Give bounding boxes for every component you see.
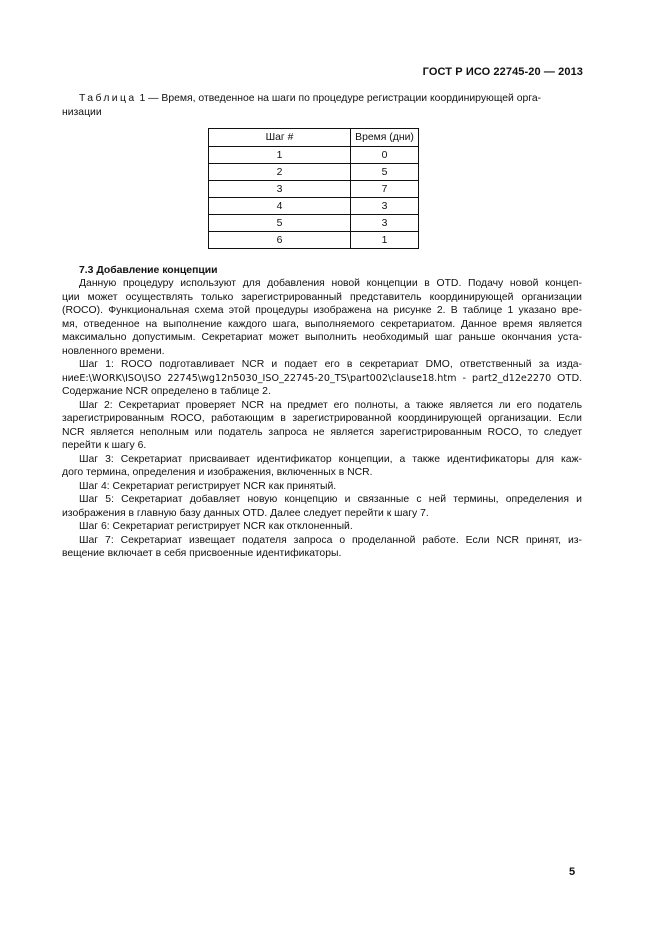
table-caption-number: 1 (139, 93, 146, 104)
text-fragment: ние (62, 372, 80, 384)
table-caption (62, 92, 582, 119)
text-line: Содержание NCR определено в таблице 2. (62, 386, 271, 397)
paragraph-step-6 (62, 520, 582, 534)
text-line (45, 372, 582, 386)
file-path-link[interactable]: E:\WORK\ISO\ISO 22745\wg12n5030_ISO_22745-20_TS\part002\clause18.htm - part2_d12e2270 (79, 372, 552, 384)
paragraph-step-1 (62, 358, 582, 399)
text-line: (ROCO). Функциональная схема этой процедуры изображена на рисунке 2. В таблице 1 указано вре- (62, 305, 582, 316)
step-time-table (208, 128, 419, 249)
text-line: зарегистрированным ROCO, работающим в зарегистрированной координирующей организации. Если (62, 413, 582, 424)
table-cell-time: 5 (351, 164, 419, 181)
text-fragment: OTD. (551, 372, 582, 384)
table-row (209, 181, 419, 198)
text-line: изображения в главную базу данных OTD. Далее следует перейти к шагу 7. (62, 507, 429, 519)
table-row (209, 147, 419, 164)
table-row (209, 198, 419, 215)
table-cell-step: 4 (209, 198, 351, 215)
table-cell-time: 3 (351, 198, 419, 215)
column-header-step: Шаг # (209, 129, 351, 147)
table-row (209, 215, 419, 232)
text-line: Шаг 7: Секретариат извещает подателя запроса о проделанной работе. Если NCR принят, из- (79, 534, 582, 546)
text-line: Данную процедуру используют для добавления новой концепции в OTD. Подачу новой концеп- (79, 278, 582, 289)
section-body (62, 277, 582, 561)
text-line: мя, отведенное на выполнение каждого шага, выполняемого секретариатом. Данное время является (62, 318, 582, 330)
table-cell-time: 7 (351, 181, 419, 198)
table-cell-step: 5 (209, 215, 351, 232)
table-row (209, 232, 419, 249)
page-number: 5 (569, 866, 576, 878)
paragraph-step-5 (62, 493, 582, 520)
text-line: Шаг 1: ROCO подготавливает NCR и подает его в секретариат DMO, ответственный за изда- (79, 359, 582, 370)
column-header-time: Время (дни) (351, 129, 419, 147)
table-header-row (209, 129, 419, 147)
text-line: максимально допустимым. Секретариат может выполнить необходимый шаг раньше окончания уста- (62, 332, 582, 343)
paragraph-step-4 (62, 480, 582, 494)
table-cell-step: 3 (209, 181, 351, 198)
paragraph-step-2 (62, 399, 582, 453)
standard-code-header: ГОСТ Р ИСО 22745-20 — 2013 (422, 66, 583, 78)
paragraph-step-7 (62, 534, 582, 561)
table-row (209, 164, 419, 181)
paragraph-intro (62, 277, 582, 358)
table-cell-time: 3 (351, 215, 419, 232)
text-line: вещение включает в себя присвоенные идентификаторы. (62, 548, 342, 559)
section-title: 7.3 Добавление концепции (79, 265, 218, 276)
table-caption-text: — Время, отведенное на шаги по процедуре регистрации координирующей орга- (145, 93, 542, 104)
text-line: Шаг 5: Секретариат добавляет новую концепцию и связанные с ней термины, определения и (79, 494, 582, 505)
text-line: ции может осуществлять только зарегистрированный представитель координирующей организации (62, 291, 582, 303)
table-cell-time: 0 (351, 147, 419, 164)
text-line: новленного времени. (62, 345, 165, 357)
table-cell-step: 2 (209, 164, 351, 181)
table-cell-step: 1 (209, 147, 351, 164)
text-line: Шаг 6: Секретариат регистрирует NCR как отклоненный. (79, 521, 353, 532)
text-line: Шаг 2: Секретариат проверяет NCR на предмет его полноты, а также является ли его податель (79, 399, 582, 411)
table-cell-step: 6 (209, 232, 351, 249)
text-line: Шаг 3: Секретариат присваивает идентификатор концепции, а также идентификаторы для каж- (79, 453, 582, 465)
table-caption-text-cont: низации (62, 106, 102, 118)
text-line: дого термина, определения и изображения, включенных в NCR. (62, 467, 373, 478)
text-line: NCR является неполным или податель запроса не является зарегистрированным ROCO, то следует (62, 426, 582, 438)
text-line: Шаг 4: Секретариат регистрирует NCR как принятый. (79, 480, 337, 492)
table-cell-time: 1 (351, 232, 419, 249)
text-line: перейти к шагу 6. (62, 440, 147, 451)
paragraph-step-3 (62, 453, 582, 480)
table-caption-label: Таблица (79, 93, 137, 104)
